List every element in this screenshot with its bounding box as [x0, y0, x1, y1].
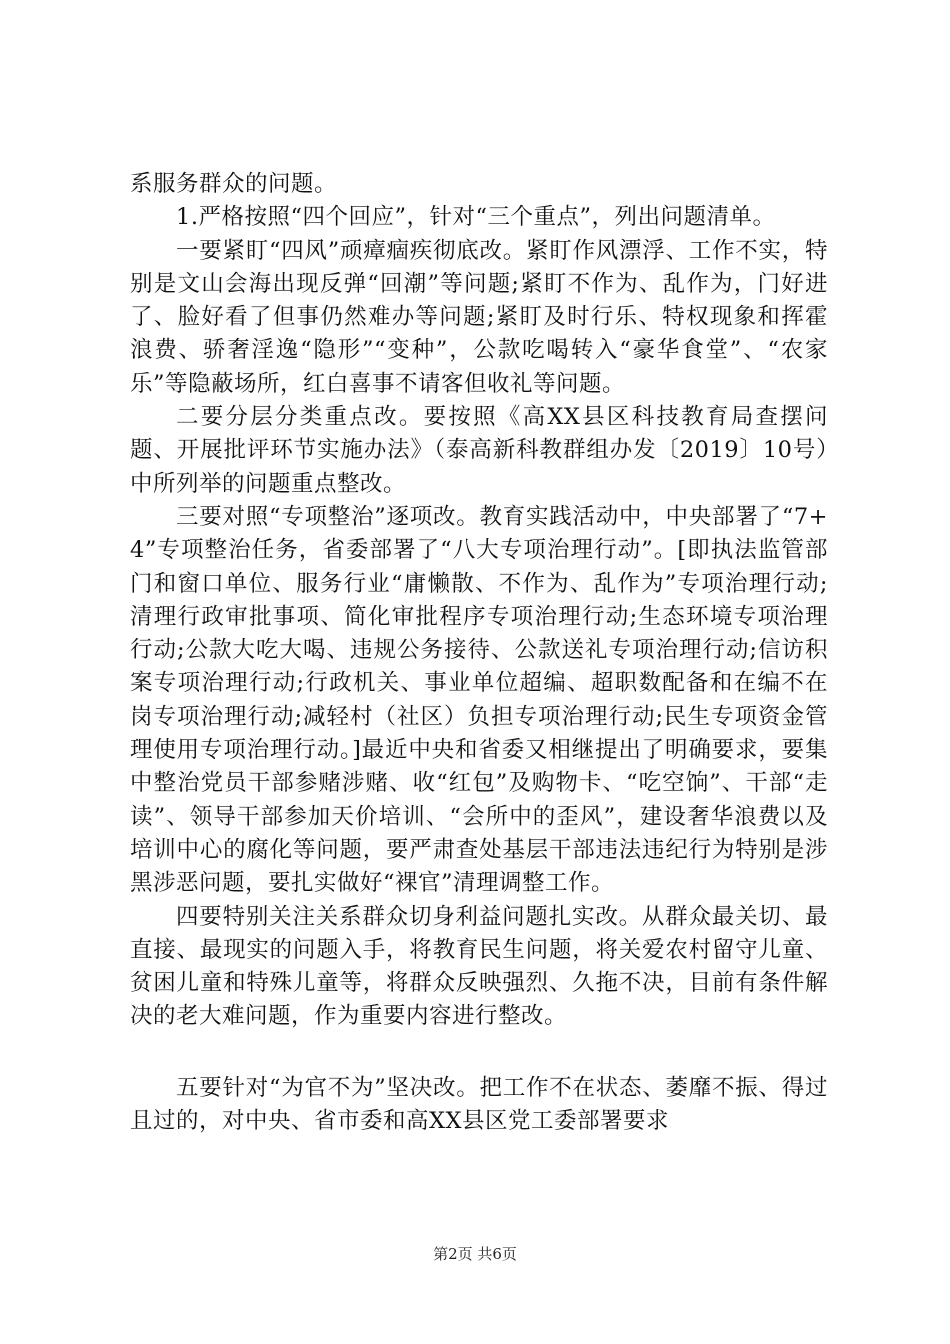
paragraph-gap [130, 1034, 828, 1072]
page-footer: 第2页 共6页 [433, 1245, 517, 1263]
paragraph-point-three: 三要对照“专项整治”逐项改。教育实践活动中，中央部署了“7+4”专项整治任务，省委部署了“八大专项治理行动”。[即执法监管部门和窗口单位、服务行业“庸懒散、不作为、乱作为”专项治理行动;清理行政审批事项、简化审批程序专项治理行动;生态环境专项治理行动;公款大吃大喝、违规公务接待、公款送礼专项治理行动;信访积案专项治理行动;行政机关、事业单位超编、超职数配备和在编不在岗专项治理行动;减轻村（社区）负担专项治理行动;民生专项资金管理使用专项治理行动。]最近中央和省委又相继提出了明确要求，要集中整治党员干部参赌涉赌、收“红包”及购物卡、“吃空饷”、干部“走读”、领导干部参加天价培训、“会所中的歪风”，建设奢华浪费以及培训中心的腐化等问题，要严肃查处基层干部违法违纪行为特别是涉黑涉恶问题，要扎实做好“裸官”清理调整工作。 [130, 503, 828, 897]
paragraph-item-1: 1.严格按照“四个回应”，针对“三个重点”，列出问题清单。 [176, 204, 776, 231]
paragraph-point-one: 一要紧盯“四风”顽瘴痼疾彻底改。紧盯作风漂浮、工作不实，特别是文山会海出现反弹“回潮”等问题;紧盯不作为、乱作为，门好进了、脸好看了但事仍然难办等问题;紧盯及时行乐、特权现象和挥霍浪费、骄奢淫逸“隐形”“变种”，公款吃喝转入“豪华食堂”、“农家乐”等隐蔽场所，红白喜事不请客但收礼等问题。 [130, 237, 828, 397]
paragraph-point-two: 二要分层分类重点改。要按照《高XX县区科技教育局查摆问题、开展批评环节实施办法》（泰高新科教群组办发〔2019〕10号）中所列举的问题重点整改。 [130, 404, 828, 497]
paragraph-point-four: 四要特别关注关系群众切身利益问题扎实改。从群众最关切、最直接、最现实的问题入手，将教育民生问题，将关爱农村留守儿童、贫困儿童和特殊儿童等，将群众反映强烈、久拖不决，目前有条件解决的老大难问题，作为重要内容进行整改。 [130, 903, 828, 1030]
paragraph-continuation: 系服务群众的问题。 [130, 171, 338, 197]
paragraph-point-five: 五要针对“为官不为”坚决改。把工作不在状态、萎靡不振、得过且过的，对中央、省市委和高XX县区党工委部署要求 [130, 1074, 828, 1135]
document-body [130, 168, 828, 1138]
